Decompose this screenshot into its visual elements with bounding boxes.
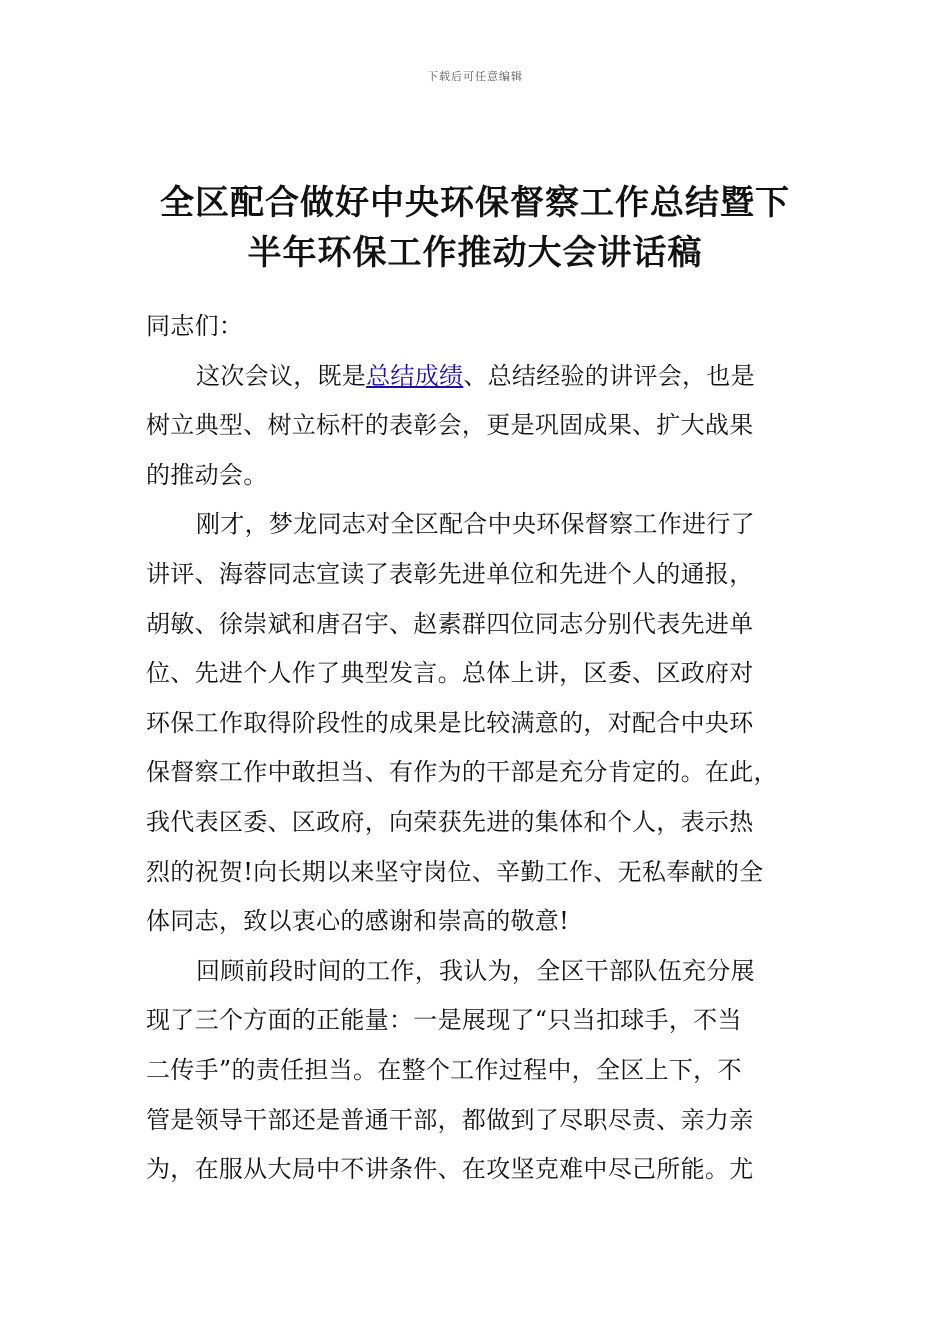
- paragraph-3-line: 回顾前段时间的工作，我认为，全区干部队伍充分展: [196, 956, 755, 985]
- paragraph-1-line-2: 树立典型、树立标杆的表彰会，更是巩固成果、扩大战果: [146, 411, 754, 440]
- title-line-1: 全区配合做好中央环保督察工作总结暨下: [160, 183, 790, 223]
- paragraph-1-text-pre: 这次会议，既是: [196, 361, 367, 390]
- paragraph-3-line: 为，在服从大局中不讲条件、在攻坚克难中尽己所能。尤: [146, 1155, 754, 1184]
- paragraph-2-line: 讲评、海蓉同志宣读了表彰先进单位和先进个人的通报，: [146, 559, 754, 588]
- paragraph-3-line: 现了三个方面的正能量：一是展现了“只当扣球手，不当: [146, 1006, 742, 1035]
- paragraph-2-line: 体同志，致以衷心的感谢和崇高的敬意!: [146, 907, 570, 936]
- paragraph-2-line: 保督察工作中敢担当、有作为的干部是充分肯定的。在此，: [146, 758, 778, 787]
- header-note: 下载后可任意编辑: [427, 70, 523, 83]
- paragraph-3-line: 管是领导干部还是普通干部，都做到了尽职尽责、亲力亲: [146, 1105, 754, 1134]
- salutation: 同志们：: [146, 312, 244, 340]
- paragraph-2-line: 刚才，梦龙同志对全区配合中央环保督察工作进行了: [196, 510, 755, 539]
- summary-achievements-link[interactable]: 总结成绩: [366, 361, 464, 390]
- paragraph-2-line: 胡敏、徐崇斌和唐召宇、赵素群四位同志分别代表先进单: [146, 609, 754, 638]
- paragraph-2-line: 位、先进个人作了典型发言。总体上讲，区委、区政府对: [146, 659, 754, 688]
- document-title: [140, 178, 810, 278]
- paragraph-3-line: 二传手”的责任担当。在整个工作过程中，全区上下，不: [146, 1055, 742, 1084]
- paragraph-2-line: 烈的祝贺!向长期以来坚守岗位、辛勤工作、无私奉献的全: [146, 857, 764, 886]
- document-body: [146, 302, 806, 1195]
- paragraph-2-line: 我代表区委、区政府，向荣获先进的集体和个人，表示热: [146, 807, 754, 836]
- paragraph-1-line-3: 的推动会。: [146, 460, 268, 489]
- paragraph-1-text-post: 、总结经验的讲评会，也是: [463, 361, 755, 390]
- paragraph-2-line: 环保工作取得阶段性的成果是比较满意的，对配合中央环: [146, 708, 754, 737]
- paragraph-1-line-1: [146, 352, 806, 402]
- title-line-2: 半年环保工作推动大会讲话稿: [247, 233, 703, 273]
